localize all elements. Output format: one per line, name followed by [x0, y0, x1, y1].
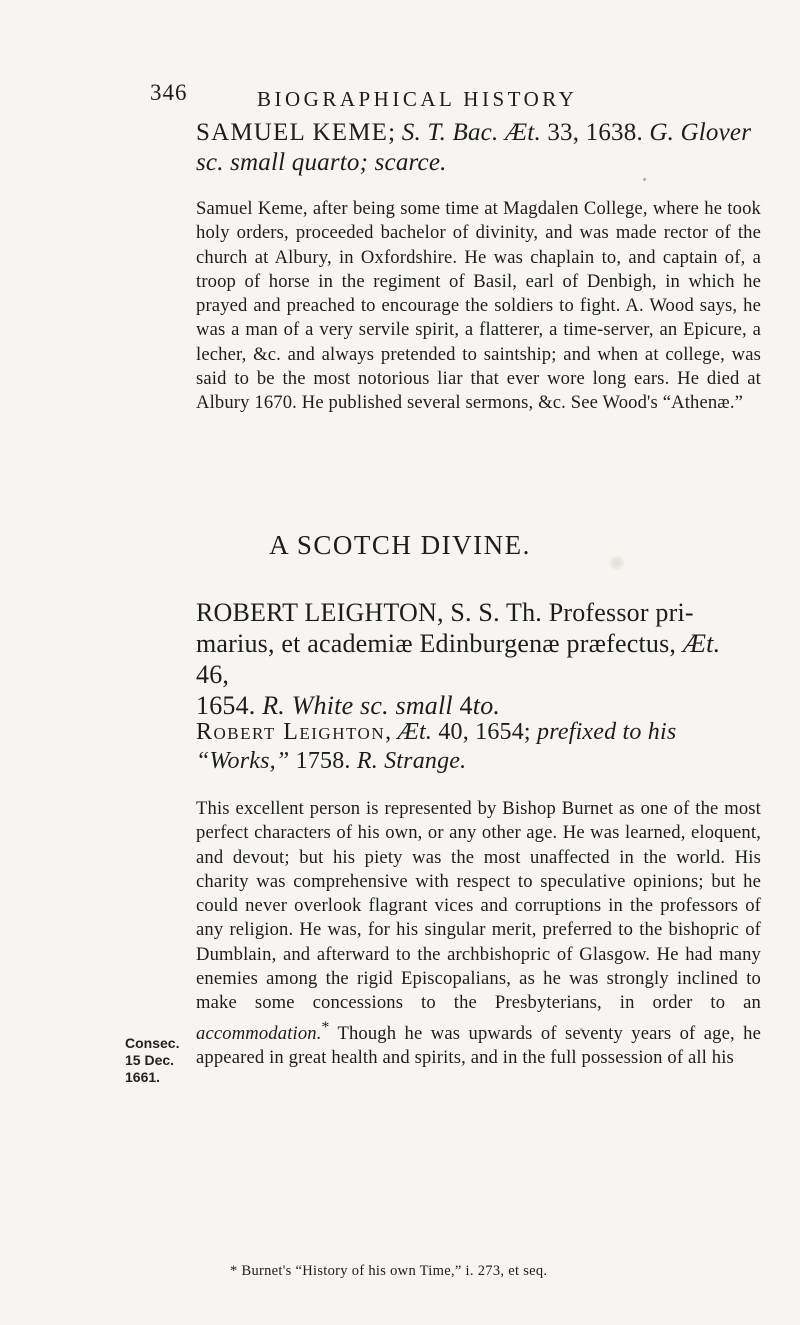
subentry-leighton: Robert Leighton, Æt. 40, 1654; prefixed to his “Works,” 1758. R. Strange. — [196, 719, 677, 774]
footnote-marker: * — [321, 1018, 330, 1036]
heading-line: 1654. R. White sc. small 4to. — [196, 691, 501, 720]
entry-heading-keme: SAMUEL KEME; S. T. Bac. Æt. 33, 1638. G. Glover sc. small quarto; scarce. — [196, 119, 752, 176]
heading-line: ROBERT LEIGHTON, S. S. Th. Professor pri- — [196, 598, 694, 627]
engraver-and-format: G. Glover sc. small quarto; scarce. — [196, 119, 752, 176]
entry-heading-leighton — [196, 597, 756, 721]
footnote: * Burnet's “History of his own Time,” i. 273, et seq. — [230, 1263, 548, 1279]
prefixed-note: prefixed to his — [537, 719, 677, 745]
engraver-initial: R. — [262, 691, 285, 720]
accommodation-word: accommodation. — [196, 1022, 322, 1044]
aetatis-abbrev: Æt. — [397, 719, 433, 745]
engraver-name: R. Strange. — [356, 748, 467, 774]
paper-stain — [610, 556, 624, 570]
paragraph: Samuel Keme, after being some time at Magdalen College, where he took holy orders, proceeded bachelor of divinity, and was made rector of the church at Albury, in Oxfordshire. He was chaplain to, and captain of, a troop of horse in the regiment of Basil, earl of Denbigh, in which he prayed and preached to encourage the soldiers to fight. A. Wood says, he was a man of a very servile spirit, a flatterer, a time-server, an Epicure, a lecher, &c. and always pretended to saintship; and when at college, was said to be the most notorious liar that ever wore long ears. He died at Albury 1670. He published several sermons, &c. See Wood's “Athenæ.” — [196, 198, 761, 414]
biography-keme — [196, 197, 761, 416]
margin-note-consecration: Consec. 15 Dec. 1661. — [125, 1035, 180, 1085]
portrait-subject-name: SAMUEL KEME — [196, 119, 389, 146]
degree-and-age: S. T. Bac. Æt. — [401, 119, 541, 146]
paper-speck — [643, 178, 646, 181]
running-head: BIOGRAPHICAL HISTORY — [257, 87, 578, 111]
biography-leighton — [196, 797, 761, 1070]
engraver-and-format: White sc. small — [285, 691, 453, 720]
works-title: “Works,” — [196, 748, 290, 774]
page-number: 346 — [150, 80, 188, 105]
paragraph: This excellent person is represented by Bishop Burnet as one of the most perfect characters of his own, or any other age. He was learned, eloquent, and devout; but his piety was the most unaffected in the world. His charity was comprehensive with respect to speculative opinions; but he could never overlook flagrant vices and corruptions in the professors of any religion. He was, for his singular merit, preferred to the bishopric of Dumblain, and afterward to the archbishopric of Glasgow. He had many enemies among the rigid Episcopalians, as he was strongly inclined to make some concessions to the Presbyterians, in order to an accommodation.* Though he was upwards of seventy years of age, he appeared in great health and spirits, and in the full possession of all his — [196, 798, 761, 1069]
paper-speck — [580, 1028, 583, 1031]
heading-line: marius, et academiæ Edinburgenæ præfectus, Æt. 46, — [196, 629, 721, 689]
aetatis-abbrev: Æt. — [682, 629, 721, 658]
section-title: A SCOTCH DIVINE. — [269, 530, 531, 560]
portrait-subject-name: Robert Leighton — [196, 719, 386, 745]
age-and-year: 33, 1638. — [540, 119, 650, 146]
